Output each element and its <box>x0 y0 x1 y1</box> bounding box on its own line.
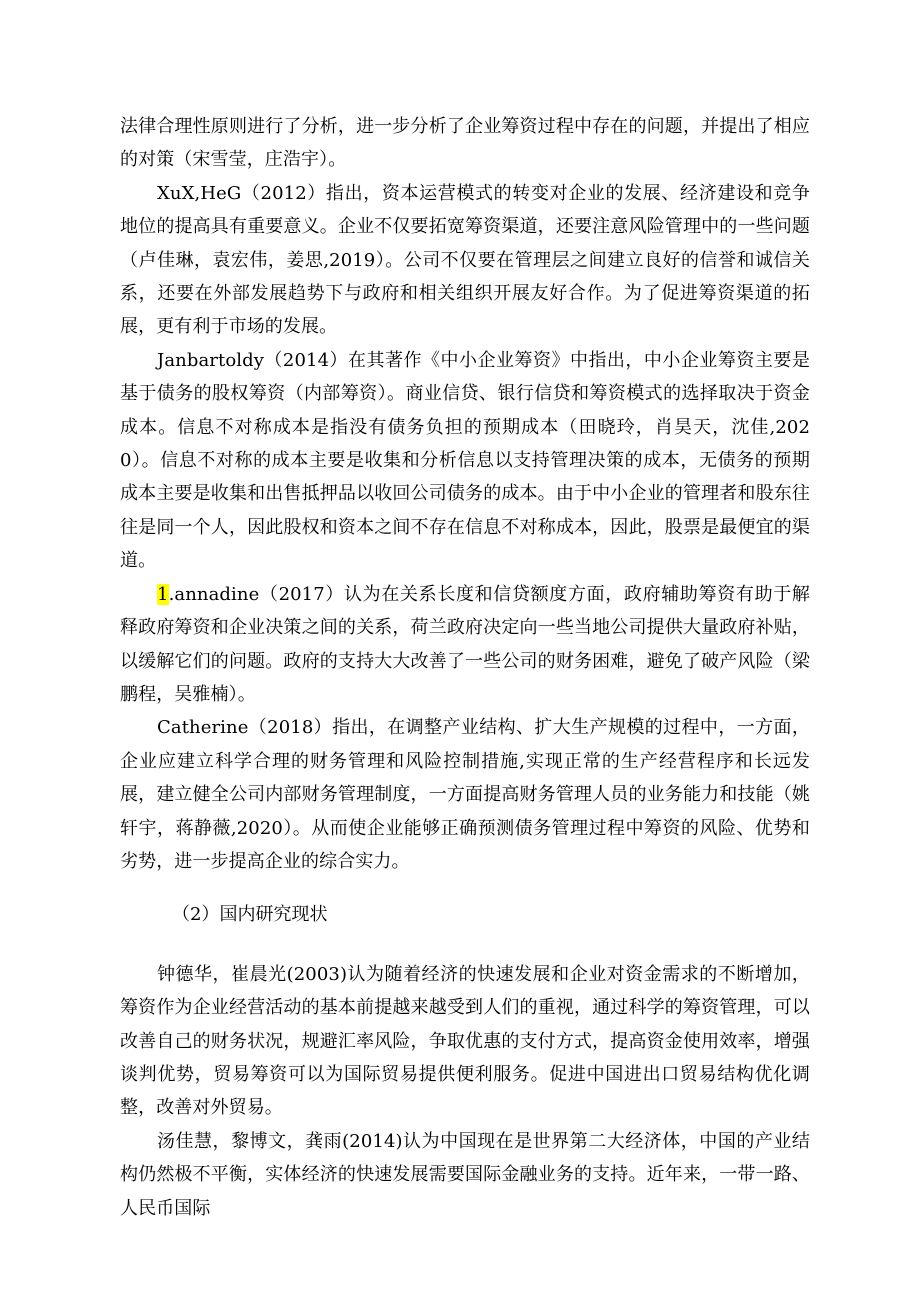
paragraph-lannadine-2017 <box>120 578 810 712</box>
paragraph-lannadine-rest: .annadine（2017）认为在关系长度和信贷额度方面，政府辅助筹资有助于解释政府筹资和企业决策之间的关系，荷兰政府决定向一些当地公司提供大量政府补贴，以缓解它们的问题。政府的支持大大改善了一些公司的财务困难，避免了破产风险（梁鹏程，吴雅楠）。 <box>120 583 810 705</box>
paragraph-janbartoldy-2014: Janbartoldy（2014）在其著作《中小企业筹资》中指出，中小企业筹资主要是基于债务的股权筹资（内部筹资）。商业信贷、银行信贷和筹资模式的选择取决于资金成本。信息不对称成本是指没有债务负担的预期成本（田晓玲，肖昊天，沈佳,2020）。信息不对称的成本主要是收集和分析信息以支持管理决策的成本，无债务的预期成本主要是收集和出售抵押品以收回公司债务的成本。由于中小企业的管理者和股东往往是同一个人，因此股权和资本之间不存在信息不对称成本，因此，股票是最便宜的渠道。 <box>120 349 810 572</box>
document-page <box>120 110 810 1225</box>
paragraph-xu-he-2012: XuX,HeG（2012）指出，资本运营模式的转变对企业的发展、经济建设和竞争地位的提高具有重要意义。企业不仅要拓宽筹资渠道，还要注意风险管理中的一些问题（卢佳琳，袁宏伟，姜思,2019）。公司不仅要在管理层之间建立良好的信誉和诚信关系，还要在外部发展趋势下与政府和相关组织开展友好合作。为了促进筹资渠道的拓展，更有利于市场的发展。 <box>120 182 810 338</box>
paragraph-tang-li-gong-2014: 汤佳慧，黎博文，龚雨(2014)认为中国现在是世界第二大经济体，中国的产业结构仍然极不平衡，实体经济的快速发展需要国际金融业务的支持。近年来，一带一路、人民币国际 <box>120 1130 810 1219</box>
highlighted-text: 1 <box>157 583 169 605</box>
section-heading-domestic-research: （2）国内研究现状 <box>172 904 328 926</box>
paragraph-legal-principle: 法律合理性原则进行了分析，进一步分析了企业筹资过程中存在的问题，并提出了相应的对策（宋雪莹，庄浩宇）。 <box>120 116 810 171</box>
paragraph-zhong-cui-2003: 钟德华，崔晨光(2003)认为随着经济的快速发展和企业对资金需求的不断增加，筹资作为企业经营活动的基本前提越来越受到人们的重视，通过科学的筹资管理，可以改善自己的财务状况，规避汇率风险，争取优惠的支付方式，提高资金使用效率，增强谈判优势，贸易筹资可以为国际贸易提供便利服务。促进中国进出口贸易结构优化调整，改善对外贸易。 <box>120 963 810 1119</box>
paragraph-catherine-2018: Catherine（2018）指出，在调整产业结构、扩大生产规模的过程中，一方面，企业应建立科学合理的财务管理和风险控制措施,实现正常的生产经营程序和长远发展，建立健全公司内部财务管理制度，一方面提高财务管理人员的业务能力和技能（姚轩宇，蒋静薇,2020）。从而使企业能够正确预测债务管理过程中筹资的风险、优势和劣势，进一步提高企业的综合实力。 <box>120 717 810 872</box>
